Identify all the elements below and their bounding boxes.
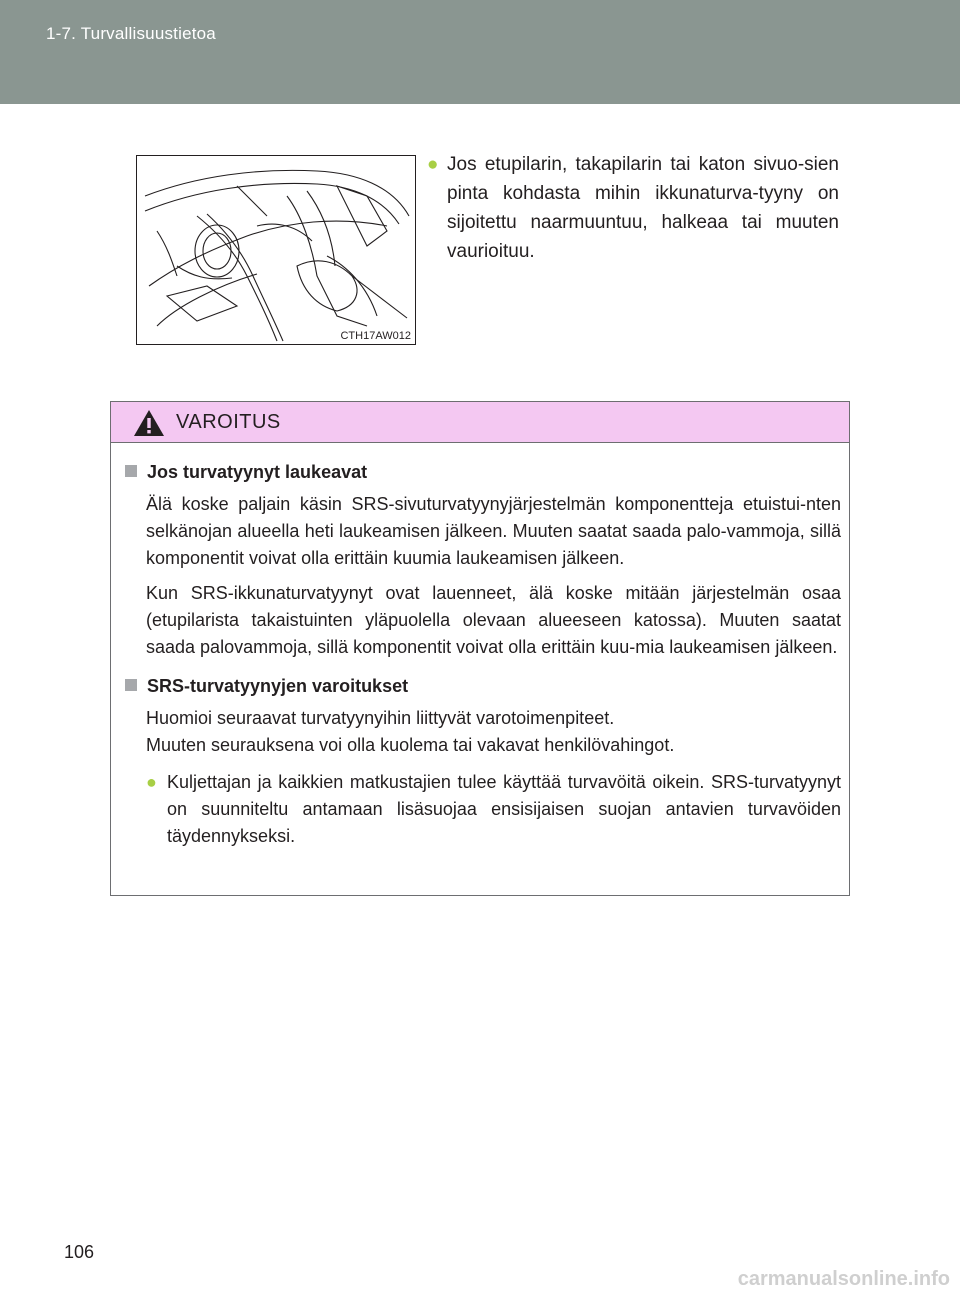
square-bullet-icon: [125, 465, 137, 477]
warning-label: VAROITUS: [176, 411, 281, 433]
figure-code: CTH17AW012: [340, 330, 411, 342]
warning-box: [110, 401, 850, 896]
car-interior-drawing: [137, 156, 415, 344]
intro-bullet: [427, 150, 839, 266]
airbag-illustration: [136, 155, 416, 345]
warning-body: [111, 443, 849, 850]
square-bullet-icon: [125, 679, 137, 691]
watermark: carmanualsonline.info: [737, 1268, 950, 1290]
section-heading: SRS-turvatyynyjen varoitukset: [125, 675, 841, 697]
page-header: [0, 0, 960, 104]
bullet-dot-icon: ●: [146, 772, 157, 792]
intro-bullet-text: Jos etupilarin, takapilarin tai katon sivuo-sien pinta kohdasta mihin ikkunaturva-tyyny on sijoitettu naarmuuntuu, halkeaa tai muuten vaurioituu.: [447, 154, 839, 262]
paragraph: Älä koske paljain käsin SRS-sivuturvatyynyjärjestelmän komponentteja etuistui-nten selkänojan alueella heti laukeamisen jälkeen. Muuten saatat saada palo-vammoja, sillä komponentit voivat olla erittäin kuumia laukeamisen jälkeen.: [146, 494, 841, 568]
page-number: 106: [64, 1242, 95, 1262]
section-heading: Jos turvatyynyt laukeavat: [125, 461, 841, 483]
warning-triangle-icon: [133, 409, 165, 437]
paragraph: Huomioi seuraavat turvatyynyihin liittyvät varotoimenpiteet. Muuten seurauksena voi olla kuolema tai vakavat henkilövahingot.: [146, 708, 675, 755]
paragraph: Kun SRS-ikkunaturvatyynyt ovat lauenneet, älä koske mitään järjestelmän osaa (etupilarista takaistuinten yläpuolella olevaan alueeseen katossa). Muuten saatat saada palovammoja, sillä komponentit voivat olla erittäin kuu-mia laukeamisen jälkeen.: [146, 583, 841, 657]
warning-header: [111, 402, 849, 443]
bullet-dot-icon: ●: [427, 154, 439, 175]
section-title: 1-7. Turvallisuustietoa: [46, 24, 216, 43]
sub-bullet: ● Kuljettajan ja kaikkien matkustajien tulee käyttää turvavöitä oikein. SRS-turvatyynyt on suunniteltu antamaan lisäsuojaa ensisijaisen suojan antavien turvavöiden täydennykseksi.: [146, 769, 841, 850]
